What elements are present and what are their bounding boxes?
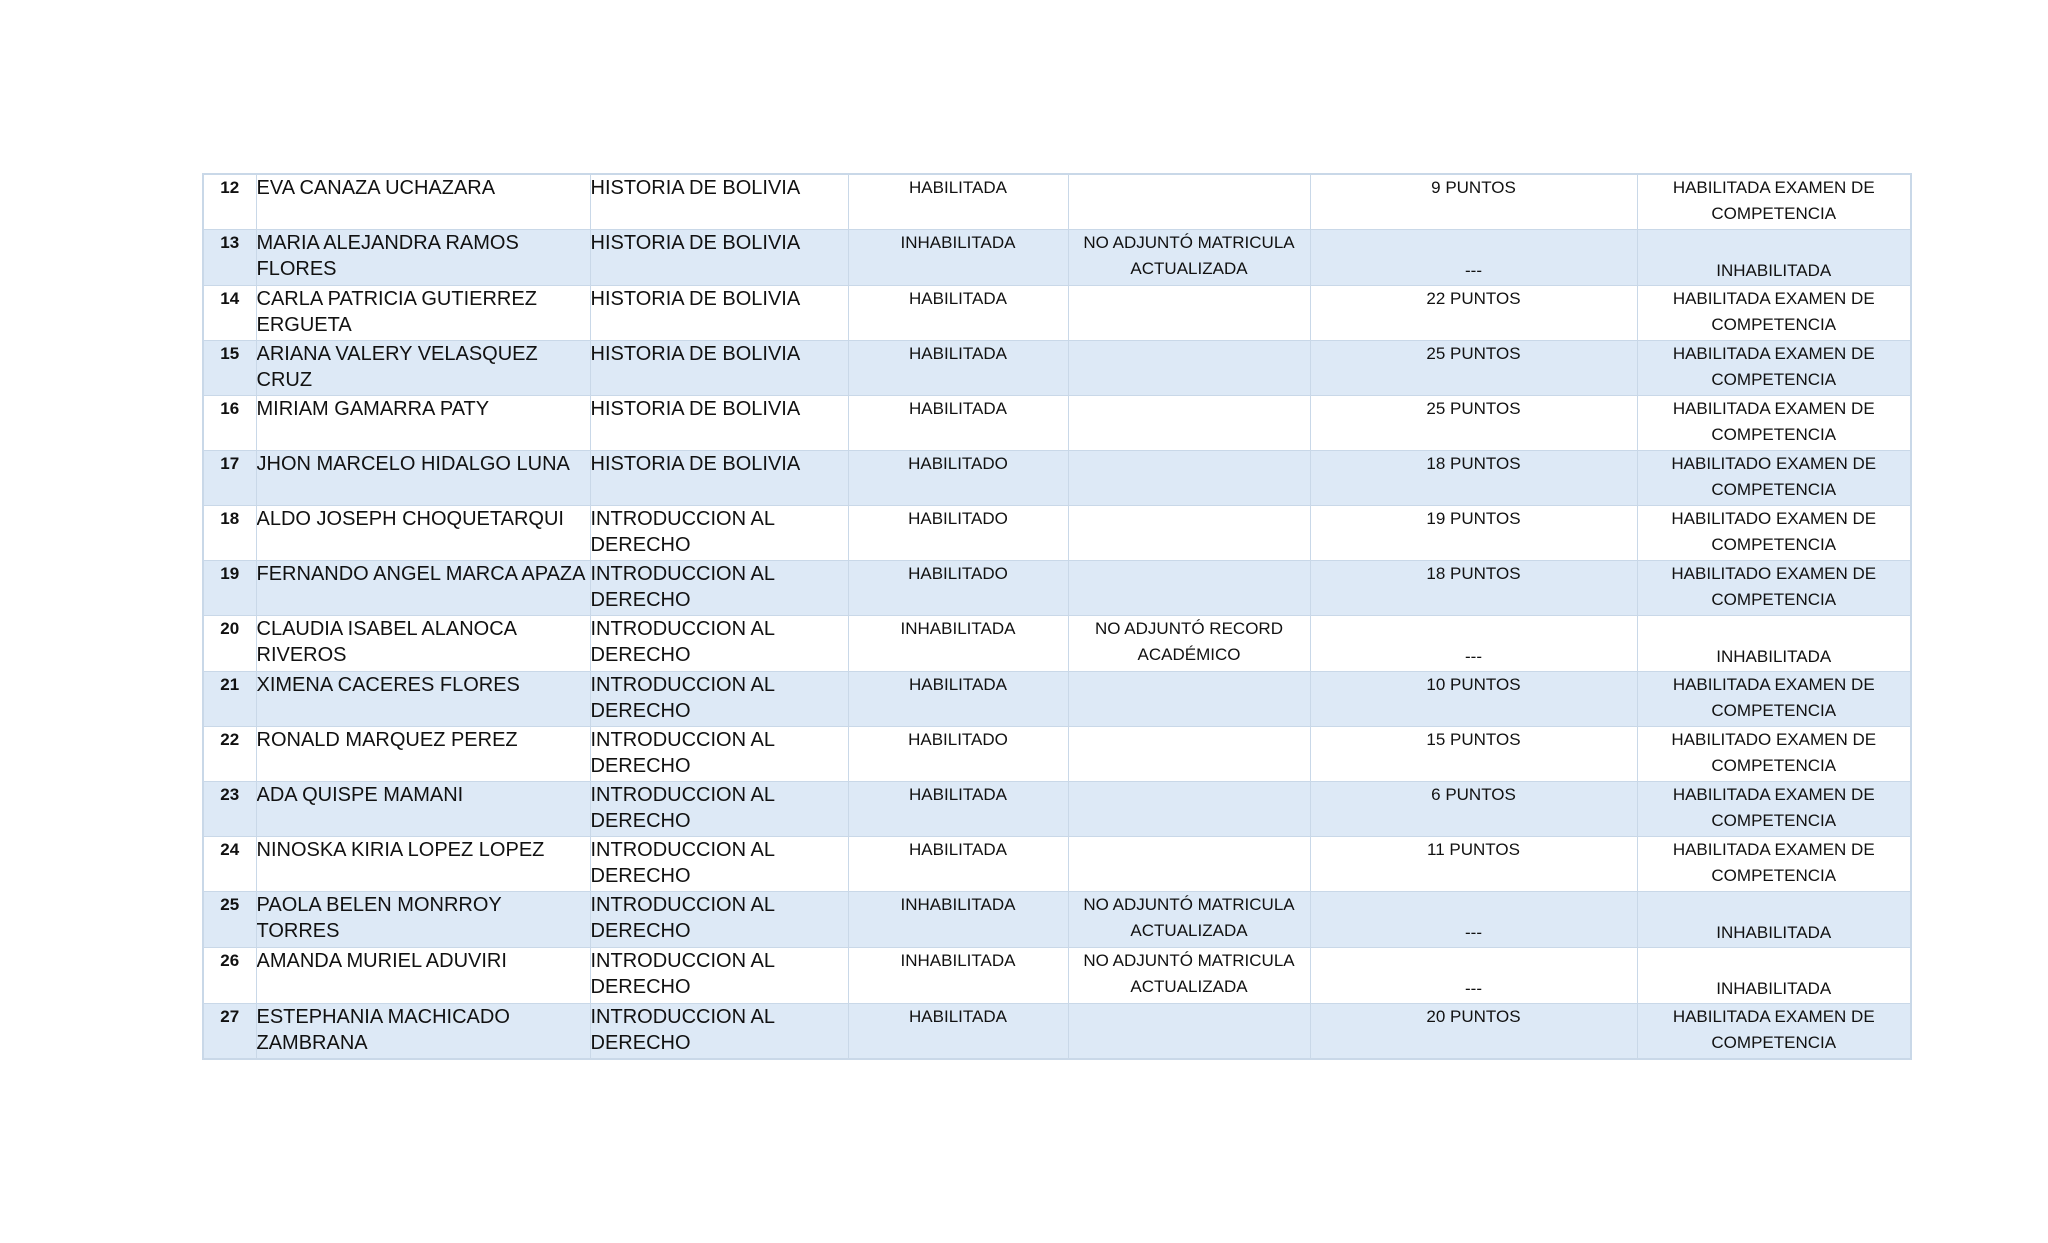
eligibility-status: HABILITADA — [909, 399, 1007, 418]
eligibility-status-cell — [848, 727, 1068, 782]
observation-cell — [1068, 948, 1310, 1004]
student-name-cell — [256, 286, 590, 341]
final-result-cell — [1637, 561, 1911, 616]
row-number: 12 — [220, 178, 240, 197]
row-number: 23 — [220, 785, 240, 804]
subject-name-cell — [590, 727, 848, 782]
row-number: 16 — [220, 399, 240, 418]
observation-cell — [1068, 286, 1310, 341]
observation: NO ADJUNTÓ RECORD ACADÉMICO — [1095, 619, 1283, 664]
final-result-cell — [1637, 727, 1911, 782]
final-result-cell — [1637, 174, 1911, 230]
table-row — [203, 230, 1911, 286]
eligibility-status-cell — [848, 451, 1068, 506]
student-name: MIRIAM GAMARRA PATY — [256, 398, 490, 420]
student-name: MARIA ALEJANDRA RAMOS FLORES — [256, 232, 519, 280]
subject-name: INTRODUCCION AL DERECHO — [590, 784, 775, 832]
eligibility-status: HABILITADA — [909, 785, 1007, 804]
subject-name-cell — [590, 286, 848, 341]
subject-name: INTRODUCCION AL DERECHO — [590, 729, 775, 777]
table-row — [203, 561, 1911, 616]
row-number: 20 — [220, 619, 240, 638]
observation-cell — [1068, 341, 1310, 396]
observation-cell — [1068, 782, 1310, 837]
exam-score: --- — [1465, 923, 1482, 942]
final-result: INHABILITADA — [1716, 979, 1832, 998]
final-result: INHABILITADA — [1716, 923, 1832, 942]
exam-score: 9 PUNTOS — [1431, 178, 1516, 197]
row-number-cell — [203, 782, 256, 837]
student-name-cell — [256, 451, 590, 506]
eligibility-status: HABILITADO — [908, 564, 1008, 583]
exam-score-cell — [1310, 782, 1637, 837]
results-table — [202, 173, 1912, 1060]
exam-score-cell — [1310, 892, 1637, 948]
results-table-body — [203, 174, 1911, 1059]
table-row — [203, 948, 1911, 1004]
row-number: 17 — [220, 454, 240, 473]
final-result: HABILITADO EXAMEN DE COMPETENCIA — [1671, 454, 1877, 499]
subject-name: INTRODUCCION AL DERECHO — [590, 839, 775, 887]
row-number-cell — [203, 506, 256, 561]
observation-cell — [1068, 892, 1310, 948]
table-row — [203, 174, 1911, 230]
eligibility-status: HABILITADO — [908, 509, 1008, 528]
subject-name: HISTORIA DE BOLIVIA — [590, 398, 801, 420]
table-row — [203, 727, 1911, 782]
exam-score-cell — [1310, 506, 1637, 561]
table-row — [203, 837, 1911, 892]
exam-score-cell — [1310, 396, 1637, 451]
eligibility-status: HABILITADA — [909, 675, 1007, 694]
eligibility-status-cell — [848, 561, 1068, 616]
final-result: HABILITADA EXAMEN DE COMPETENCIA — [1672, 675, 1875, 720]
final-result-cell — [1637, 451, 1911, 506]
subject-name: INTRODUCCION AL DERECHO — [590, 563, 775, 611]
observation: NO ADJUNTÓ MATRICULA ACTUALIZADA — [1083, 895, 1295, 940]
observation-cell — [1068, 174, 1310, 230]
eligibility-status-cell — [848, 672, 1068, 727]
exam-score-cell — [1310, 230, 1637, 286]
final-result-cell — [1637, 892, 1911, 948]
row-number-cell — [203, 1004, 256, 1060]
final-result: HABILITADA EXAMEN DE COMPETENCIA — [1672, 1007, 1875, 1052]
observation-cell — [1068, 837, 1310, 892]
subject-name: HISTORIA DE BOLIVIA — [590, 232, 801, 254]
subject-name: HISTORIA DE BOLIVIA — [590, 453, 801, 475]
exam-score: --- — [1465, 647, 1482, 666]
exam-score-cell — [1310, 727, 1637, 782]
student-name: CARLA PATRICIA GUTIERREZ ERGUETA — [256, 288, 537, 336]
eligibility-status: HABILITADA — [909, 840, 1007, 859]
exam-score: 19 PUNTOS — [1426, 509, 1521, 528]
row-number-cell — [203, 837, 256, 892]
observation-cell — [1068, 396, 1310, 451]
subject-name: INTRODUCCION AL DERECHO — [590, 894, 775, 942]
subject-name-cell — [590, 616, 848, 672]
subject-name-cell — [590, 948, 848, 1004]
eligibility-status: HABILITADA — [909, 178, 1007, 197]
eligibility-status-cell — [848, 616, 1068, 672]
student-name: PAOLA BELEN MONRROY TORRES — [256, 894, 502, 942]
student-name-cell — [256, 837, 590, 892]
row-number-cell — [203, 396, 256, 451]
subject-name-cell — [590, 782, 848, 837]
student-name: FERNANDO ANGEL MARCA APAZA — [256, 563, 586, 585]
eligibility-status: HABILITADO — [908, 730, 1008, 749]
student-name: ALDO JOSEPH CHOQUETARQUI — [256, 508, 564, 530]
student-name: EVA CANAZA UCHAZARA — [256, 177, 496, 199]
row-number: 13 — [220, 233, 240, 252]
final-result: HABILITADA EXAMEN DE COMPETENCIA — [1672, 344, 1875, 389]
observation-cell — [1068, 672, 1310, 727]
table-row — [203, 1004, 1911, 1060]
table-row — [203, 506, 1911, 561]
observation-cell — [1068, 230, 1310, 286]
observation-cell — [1068, 727, 1310, 782]
exam-score-cell — [1310, 837, 1637, 892]
student-name: AMANDA MURIEL ADUVIRI — [256, 950, 507, 972]
eligibility-status-cell — [848, 174, 1068, 230]
eligibility-status-cell — [848, 1004, 1068, 1060]
subject-name-cell — [590, 506, 848, 561]
student-name-cell — [256, 948, 590, 1004]
subject-name-cell — [590, 561, 848, 616]
final-result-cell — [1637, 341, 1911, 396]
exam-score-cell — [1310, 341, 1637, 396]
final-result-cell — [1637, 396, 1911, 451]
student-name-cell — [256, 727, 590, 782]
eligibility-status: INHABILITADA — [900, 619, 1016, 638]
final-result-cell — [1637, 837, 1911, 892]
final-result: INHABILITADA — [1716, 261, 1832, 280]
observation: NO ADJUNTÓ MATRICULA ACTUALIZADA — [1083, 951, 1295, 996]
exam-score: 15 PUNTOS — [1426, 730, 1521, 749]
exam-score: 18 PUNTOS — [1426, 454, 1521, 473]
exam-score-cell — [1310, 948, 1637, 1004]
table-row — [203, 616, 1911, 672]
exam-score-cell — [1310, 286, 1637, 341]
eligibility-status: HABILITADO — [908, 454, 1008, 473]
row-number: 22 — [220, 730, 240, 749]
table-row — [203, 341, 1911, 396]
final-result: INHABILITADA — [1716, 647, 1832, 666]
student-name: RONALD MARQUEZ PEREZ — [256, 729, 518, 751]
subject-name-cell — [590, 230, 848, 286]
eligibility-status-cell — [848, 892, 1068, 948]
exam-score: 22 PUNTOS — [1426, 289, 1521, 308]
row-number: 25 — [220, 895, 240, 914]
exam-score: --- — [1465, 261, 1482, 280]
row-number-cell — [203, 727, 256, 782]
student-name: CLAUDIA ISABEL ALANOCA RIVEROS — [256, 618, 516, 666]
student-name-cell — [256, 892, 590, 948]
eligibility-status-cell — [848, 948, 1068, 1004]
student-name-cell — [256, 230, 590, 286]
row-number-cell — [203, 948, 256, 1004]
eligibility-status-cell — [848, 286, 1068, 341]
student-name-cell — [256, 396, 590, 451]
eligibility-status-cell — [848, 506, 1068, 561]
exam-score: --- — [1465, 979, 1482, 998]
subject-name: HISTORIA DE BOLIVIA — [590, 288, 801, 310]
row-number-cell — [203, 892, 256, 948]
student-name: ADA QUISPE MAMANI — [256, 784, 464, 806]
final-result-cell — [1637, 782, 1911, 837]
student-name-cell — [256, 1004, 590, 1060]
subject-name-cell — [590, 1004, 848, 1060]
row-number: 24 — [220, 840, 240, 859]
eligibility-status: INHABILITADA — [900, 951, 1016, 970]
student-name: ARIANA VALERY VELASQUEZ CRUZ — [256, 343, 538, 391]
observation-cell — [1068, 561, 1310, 616]
exam-score-cell — [1310, 451, 1637, 506]
document-page — [202, 173, 1910, 1060]
subject-name-cell — [590, 451, 848, 506]
student-name-cell — [256, 616, 590, 672]
exam-score: 10 PUNTOS — [1426, 675, 1521, 694]
final-result: HABILITADO EXAMEN DE COMPETENCIA — [1671, 730, 1877, 775]
eligibility-status: HABILITADA — [909, 344, 1007, 363]
subject-name: INTRODUCCION AL DERECHO — [590, 674, 775, 722]
row-number-cell — [203, 672, 256, 727]
exam-score: 25 PUNTOS — [1426, 399, 1521, 418]
student-name: NINOSKA KIRIA LOPEZ LOPEZ — [256, 839, 545, 861]
table-row — [203, 396, 1911, 451]
table-row — [203, 892, 1911, 948]
row-number-cell — [203, 174, 256, 230]
final-result-cell — [1637, 286, 1911, 341]
subject-name: INTRODUCCION AL DERECHO — [590, 508, 775, 556]
subject-name: INTRODUCCION AL DERECHO — [590, 1006, 775, 1054]
table-row — [203, 451, 1911, 506]
final-result: HABILITADA EXAMEN DE COMPETENCIA — [1672, 289, 1875, 334]
final-result-cell — [1637, 672, 1911, 727]
final-result-cell — [1637, 1004, 1911, 1060]
table-row — [203, 286, 1911, 341]
exam-score-cell — [1310, 1004, 1637, 1060]
final-result-cell — [1637, 948, 1911, 1004]
row-number-cell — [203, 616, 256, 672]
observation-cell — [1068, 616, 1310, 672]
student-name-cell — [256, 341, 590, 396]
subject-name-cell — [590, 341, 848, 396]
eligibility-status-cell — [848, 230, 1068, 286]
student-name-cell — [256, 672, 590, 727]
subject-name: INTRODUCCION AL DERECHO — [590, 950, 775, 998]
exam-score: 20 PUNTOS — [1426, 1007, 1521, 1026]
subject-name-cell — [590, 174, 848, 230]
student-name-cell — [256, 174, 590, 230]
eligibility-status: INHABILITADA — [900, 233, 1016, 252]
exam-score-cell — [1310, 616, 1637, 672]
row-number-cell — [203, 451, 256, 506]
eligibility-status-cell — [848, 341, 1068, 396]
table-row — [203, 672, 1911, 727]
student-name-cell — [256, 782, 590, 837]
subject-name: HISTORIA DE BOLIVIA — [590, 343, 801, 365]
subject-name-cell — [590, 892, 848, 948]
eligibility-status-cell — [848, 396, 1068, 451]
final-result-cell — [1637, 506, 1911, 561]
subject-name: INTRODUCCION AL DERECHO — [590, 618, 775, 666]
eligibility-status: HABILITADA — [909, 1007, 1007, 1026]
eligibility-status-cell — [848, 782, 1068, 837]
student-name: XIMENA CACERES FLORES — [256, 674, 520, 696]
observation-cell — [1068, 1004, 1310, 1060]
student-name: ESTEPHANIA MACHICADO ZAMBRANA — [256, 1006, 510, 1054]
row-number-cell — [203, 230, 256, 286]
observation-cell — [1068, 506, 1310, 561]
subject-name-cell — [590, 396, 848, 451]
student-name-cell — [256, 561, 590, 616]
row-number-cell — [203, 561, 256, 616]
row-number: 26 — [220, 951, 240, 970]
eligibility-status: HABILITADA — [909, 289, 1007, 308]
row-number: 18 — [220, 509, 240, 528]
row-number: 27 — [220, 1007, 240, 1026]
row-number: 15 — [220, 344, 240, 363]
row-number-cell — [203, 341, 256, 396]
final-result: HABILITADA EXAMEN DE COMPETENCIA — [1672, 178, 1875, 223]
exam-score-cell — [1310, 561, 1637, 616]
subject-name: HISTORIA DE BOLIVIA — [590, 177, 801, 199]
final-result: HABILITADO EXAMEN DE COMPETENCIA — [1671, 564, 1877, 609]
final-result-cell — [1637, 230, 1911, 286]
observation-cell — [1068, 451, 1310, 506]
table-row — [203, 782, 1911, 837]
row-number: 21 — [220, 675, 240, 694]
exam-score: 6 PUNTOS — [1431, 785, 1516, 804]
final-result: HABILITADA EXAMEN DE COMPETENCIA — [1672, 840, 1875, 885]
final-result: HABILITADA EXAMEN DE COMPETENCIA — [1672, 785, 1875, 830]
student-name: JHON MARCELO HIDALGO LUNA — [256, 453, 570, 475]
eligibility-status: INHABILITADA — [900, 895, 1016, 914]
exam-score: 25 PUNTOS — [1426, 344, 1521, 363]
row-number: 19 — [220, 564, 240, 583]
subject-name-cell — [590, 672, 848, 727]
exam-score-cell — [1310, 672, 1637, 727]
final-result-cell — [1637, 616, 1911, 672]
eligibility-status-cell — [848, 837, 1068, 892]
exam-score-cell — [1310, 174, 1637, 230]
subject-name-cell — [590, 837, 848, 892]
exam-score: 11 PUNTOS — [1427, 840, 1520, 859]
final-result: HABILITADA EXAMEN DE COMPETENCIA — [1672, 399, 1875, 444]
observation: NO ADJUNTÓ MATRICULA ACTUALIZADA — [1083, 233, 1295, 278]
exam-score: 18 PUNTOS — [1426, 564, 1521, 583]
final-result: HABILITADO EXAMEN DE COMPETENCIA — [1671, 509, 1877, 554]
row-number-cell — [203, 286, 256, 341]
student-name-cell — [256, 506, 590, 561]
row-number: 14 — [220, 289, 240, 308]
